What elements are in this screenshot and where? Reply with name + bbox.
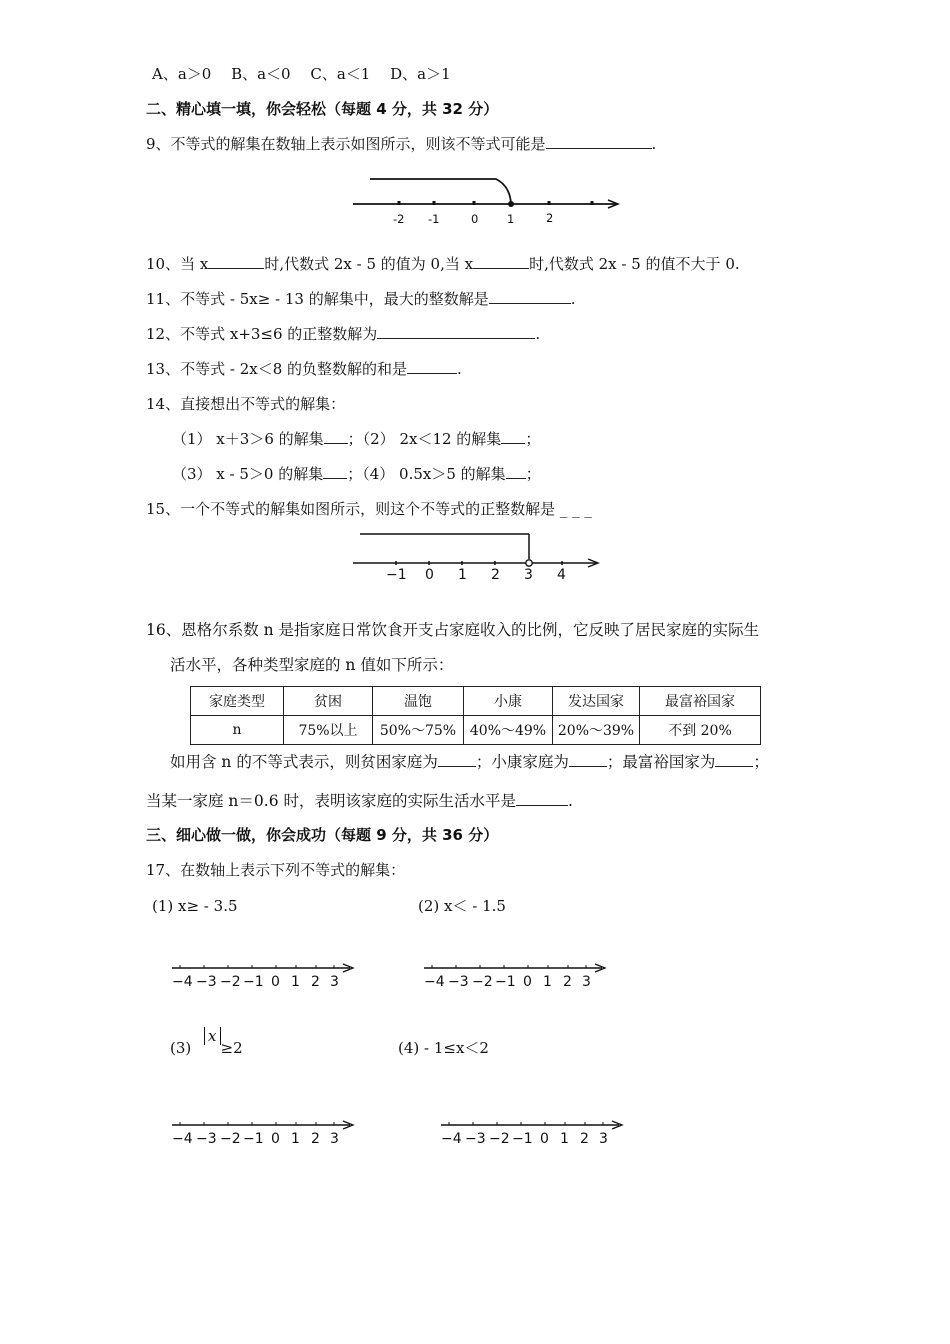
q14-blank-4[interactable] — [506, 464, 526, 479]
axis-tick-label: 1 — [291, 1131, 300, 1147]
table-header-cell: 小康 — [464, 687, 553, 716]
axis-tick-label: 0 — [540, 1131, 549, 1147]
q15-tick-label: 2 — [491, 567, 500, 583]
q9-number-line — [350, 170, 630, 232]
q8-options: A、a＞0 B、a＜0 C、a＜1 D、a＞1 — [152, 65, 451, 83]
q15-tick-label: 1 — [458, 567, 467, 583]
q14-blank-1[interactable] — [324, 429, 348, 444]
axis-tick-label: 3 — [582, 974, 591, 990]
table-cell: n — [191, 716, 284, 745]
q17-number-line-3 — [168, 1114, 368, 1154]
table-header-row — [191, 687, 761, 716]
q9-tick-label: -1 — [428, 212, 440, 226]
q15-tick-label: 3 — [524, 567, 533, 583]
q9-filled-point — [508, 201, 514, 207]
section2-title: 二、精心填一填，你会轻松（每题 4 分，共 32 分） — [146, 100, 499, 118]
q14-blank-3[interactable] — [323, 464, 347, 479]
q16-line-1: 16、恩格尔系数 n 是指家庭日常饮食开支占家庭收入的比例，它反映了居民家庭的实际生 — [146, 621, 760, 639]
q14-row-2: （3） x - 5＞0 的解集 ；（4） 0.5x＞5 的解集 ； — [172, 465, 541, 483]
axis-tick-label: −1 — [243, 1131, 264, 1147]
axis-tick-label: −3 — [196, 974, 217, 990]
table-cell: 20%～39% — [553, 716, 640, 745]
table-row — [191, 716, 761, 745]
q9-tick-label: 0 — [471, 212, 479, 226]
q14-text: 14、直接想出不等式的解集： — [146, 395, 346, 413]
table-cell: 50%～75% — [373, 716, 464, 745]
q16-line-2: 活水平，各种类型家庭的 n 值如下所示： — [170, 656, 454, 674]
q15-open-point — [526, 560, 532, 566]
q16-blank-poor[interactable] — [438, 752, 476, 767]
q10-text: 10、当 x 时,代数式 2x - 5 的值为 0,当 x 时,代数式 2x - 5 的值不大于 0. — [146, 255, 740, 273]
q16-line-4: 当某一家庭 n＝0.6 时，表明该家庭的实际生活水平是 . — [146, 792, 573, 810]
axis-tick-label: −3 — [196, 1131, 217, 1147]
q15-text: 15、一个不等式的解集如图所示，则这个不等式的正整数解是 _ _ _ — [146, 500, 592, 518]
q17-part-3: (3) x≥2 — [170, 1027, 243, 1057]
q17-text: 17、在数轴上表示下列不等式的解集： — [146, 861, 406, 879]
section3-title: 三、细心做一做，你会成功（每题 9 分，共 36 分） — [146, 826, 499, 844]
axis-tick-label: 3 — [599, 1131, 608, 1147]
q10-blank-2[interactable] — [473, 254, 529, 269]
axis-tick-label: 2 — [311, 974, 320, 990]
q15-tick-label: 4 — [557, 567, 566, 583]
axis-tick-label: −4 — [424, 974, 445, 990]
engel-table — [190, 686, 761, 745]
axis-tick-label: −3 — [448, 974, 469, 990]
table-cell: 40%～49% — [464, 716, 553, 745]
axis-tick-label: −3 — [465, 1131, 486, 1147]
q11-text: 11、不等式 - 5x≥ - 13 的解集中，最大的整数解是 . — [146, 290, 576, 308]
q16-blank-level[interactable] — [516, 791, 568, 806]
q16-blank-richest[interactable] — [715, 752, 753, 767]
q11-answer-blank[interactable] — [489, 289, 571, 304]
q10-blank-1[interactable] — [208, 254, 264, 269]
q9-tick-label: 2 — [546, 211, 554, 225]
q14-row-1: （1） x＋3＞6 的解集 ；（2） 2x＜12 的解集 ； — [172, 430, 541, 448]
q16-blank-moderate[interactable] — [569, 752, 607, 767]
q13-answer-blank[interactable] — [407, 359, 457, 374]
axis-tick-label: 0 — [523, 974, 532, 990]
table-header-cell: 温饱 — [373, 687, 464, 716]
q9-tick-label: -2 — [393, 212, 405, 226]
table-cell: 不到 20% — [640, 716, 761, 745]
q17-part-4: (4) - 1≤x＜2 — [398, 1039, 489, 1057]
q9-solution-ray — [370, 179, 511, 204]
axis-tick-label: 3 — [330, 974, 339, 990]
absolute-value-x: x — [204, 1027, 220, 1045]
axis-tick-label: −2 — [220, 1131, 241, 1147]
q9-answer-blank[interactable] — [546, 134, 652, 149]
q9-tick-label: 1 — [507, 212, 515, 226]
q17-number-line-4 — [437, 1114, 637, 1154]
table-header-cell: 贫困 — [284, 687, 373, 716]
axis-tick-label: 1 — [291, 974, 300, 990]
q15-number-line — [350, 528, 610, 588]
table-header-cell: 发达国家 — [553, 687, 640, 716]
table-header-cell: 最富裕国家 — [640, 687, 761, 716]
q15-tick-label: −1 — [386, 567, 407, 583]
q13-text: 13、不等式 - 2x＜8 的负整数解的和是 . — [146, 360, 462, 378]
axis-tick-label: −1 — [512, 1131, 533, 1147]
q14-blank-2[interactable] — [501, 429, 525, 444]
axis-tick-label: 0 — [271, 974, 280, 990]
q17-number-line-1 — [168, 957, 368, 997]
q15-tick-label: 0 — [425, 567, 434, 583]
axis-tick-label: 1 — [560, 1131, 569, 1147]
table-cell: 75%以上 — [284, 716, 373, 745]
axis-tick-label: 1 — [543, 974, 552, 990]
q12-answer-blank[interactable] — [377, 324, 535, 339]
axis-tick-label: −1 — [495, 974, 516, 990]
table-header-cell: 家庭类型 — [191, 687, 284, 716]
axis-tick-label: 3 — [330, 1131, 339, 1147]
q17-number-line-2 — [420, 957, 620, 997]
axis-tick-label: 2 — [311, 1131, 320, 1147]
q16-line-3: 如用含 n 的不等式表示，则贫困家庭为 ；小康家庭为 ；最富裕国家为 ； — [170, 753, 769, 771]
axis-tick-label: −2 — [489, 1131, 510, 1147]
axis-tick-label: 2 — [563, 974, 572, 990]
axis-tick-label: 0 — [271, 1131, 280, 1147]
q9-text: 9、不等式的解集在数轴上表示如图所示，则该不等式可能是 . — [146, 135, 657, 153]
axis-tick-label: −4 — [172, 974, 193, 990]
axis-tick-label: −4 — [441, 1131, 462, 1147]
axis-tick-label: −4 — [172, 1131, 193, 1147]
q12-text: 12、不等式 x+3≤6 的正整数解为 . — [146, 325, 541, 343]
axis-tick-label: 2 — [580, 1131, 589, 1147]
axis-tick-label: −2 — [472, 974, 493, 990]
q17-part-2: (2) x＜ - 1.5 — [418, 897, 506, 915]
axis-tick-label: −1 — [243, 974, 264, 990]
axis-tick-label: −2 — [220, 974, 241, 990]
q17-part-1: (1) x≥ - 3.5 — [152, 897, 238, 915]
